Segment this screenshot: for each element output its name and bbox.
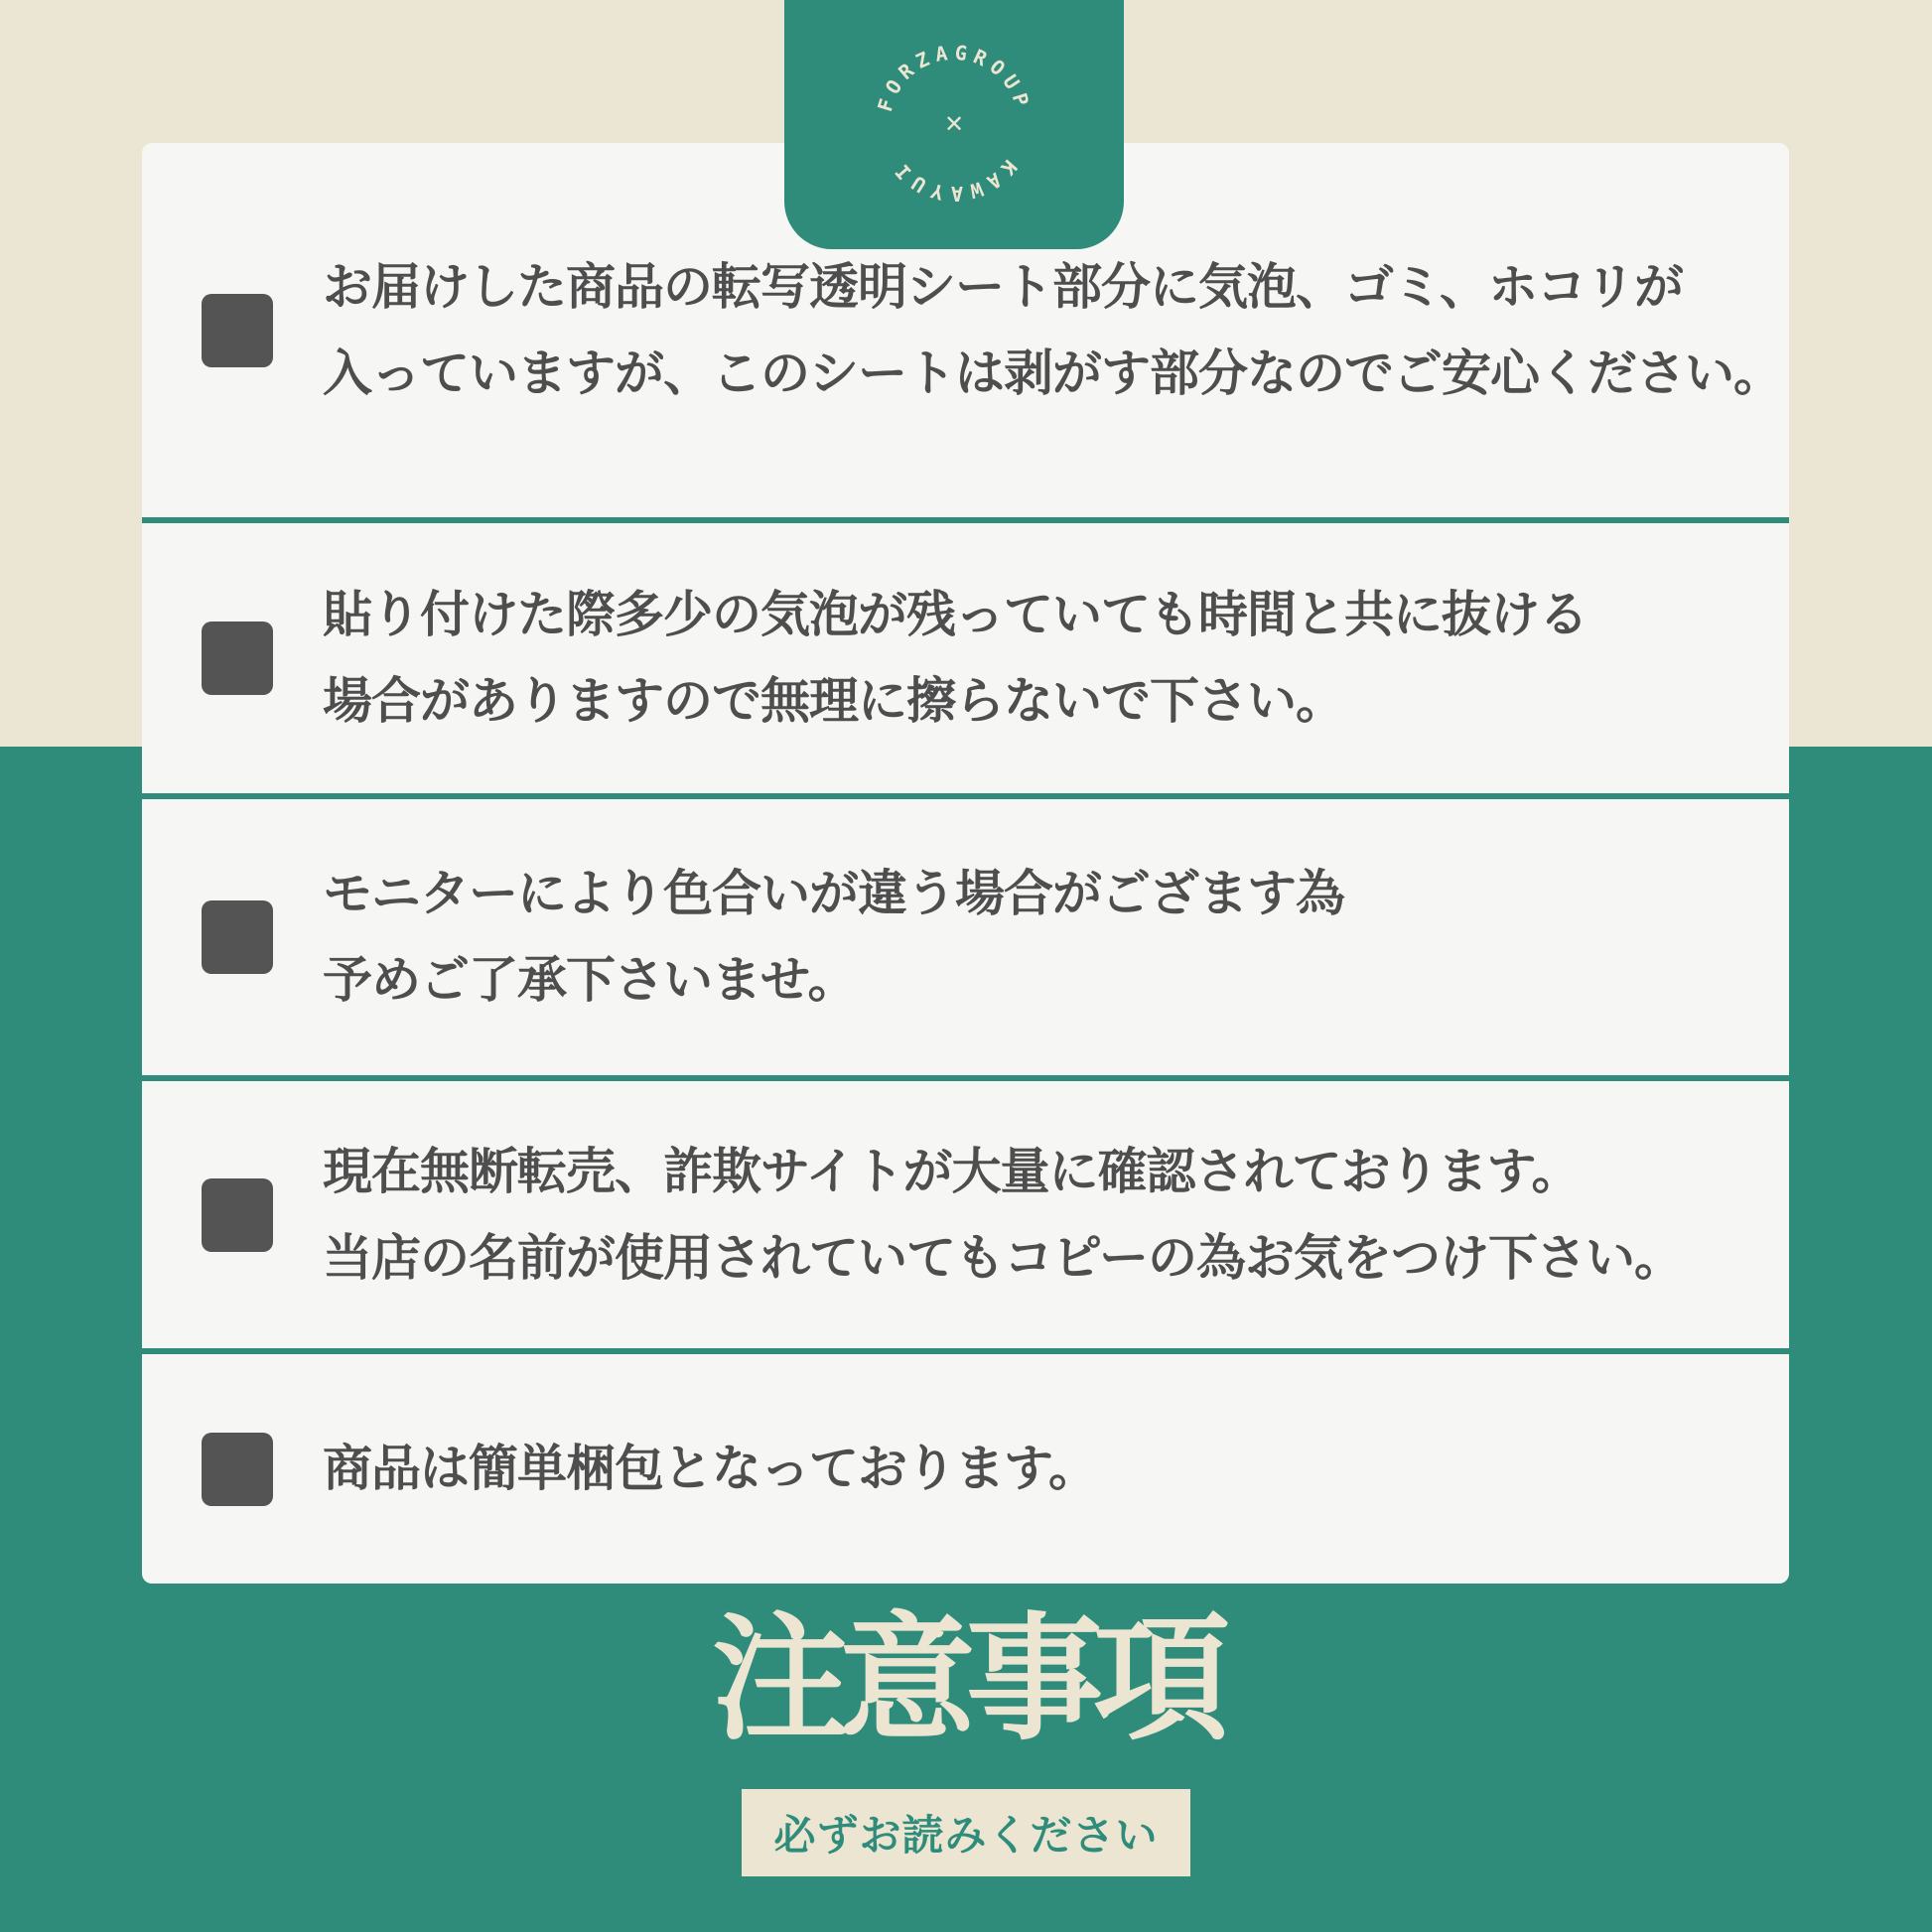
notice-item <box>142 1354 1789 1584</box>
brand-tab <box>784 0 1124 249</box>
must-read-badge <box>742 1789 1190 1876</box>
notice-line: 当店の名前が使用されていてもコピーの為お気をつけ下さい。 <box>323 1229 1683 1286</box>
notice-text <box>323 572 1587 745</box>
notice-card <box>142 143 1789 1584</box>
square-bullet-icon <box>202 1433 273 1506</box>
svg-text:KAWAYUI <box>887 155 1022 206</box>
notice-line: 貼り付けた際多少の気泡が残っていても時間と共に抜ける <box>323 587 1587 642</box>
square-bullet-icon <box>202 294 273 367</box>
notice-item <box>142 523 1789 799</box>
must-read-badge-label: 必ずお読みください <box>773 1812 1159 1859</box>
notice-item <box>142 1081 1789 1354</box>
logo-cross-icon: ✕ <box>943 111 965 138</box>
notice-text <box>323 1426 1097 1512</box>
square-bullet-icon <box>202 621 273 695</box>
notice-text <box>323 851 1344 1024</box>
notice-line: お届けした商品の転写透明シート部分に気泡、ゴミ、ホコリが <box>323 258 1683 315</box>
notice-line: モニターにより色合いが違う場合がござます為 <box>323 866 1344 921</box>
page-title: 注意事項 <box>711 1603 1220 1756</box>
logo-top-arc-text: FORZAGROUP <box>873 40 1035 115</box>
svg-text:FORZAGROUP <box>873 41 1035 115</box>
logo-bottom-arc-text: KAWAYUI <box>886 155 1023 207</box>
notice-text <box>323 244 1782 417</box>
notice-line: 現在無断転売、詐欺サイトが大量に確認されております。 <box>323 1143 1581 1199</box>
notice-line: 場合がありますので無理に擦らないで下さい。 <box>323 673 1344 729</box>
notice-item <box>142 799 1789 1081</box>
square-bullet-icon <box>202 900 273 974</box>
notice-line: 予めご了承下さいませ。 <box>323 952 857 1008</box>
notice-text <box>323 1129 1683 1302</box>
notice-line: 商品は簡単梱包となっております。 <box>323 1441 1097 1496</box>
square-bullet-icon <box>202 1178 273 1252</box>
circular-brand-logo-icon <box>784 0 1124 249</box>
notice-line: 入っていますが、このシートは剥がす部分なのでご安心ください。 <box>323 345 1782 401</box>
